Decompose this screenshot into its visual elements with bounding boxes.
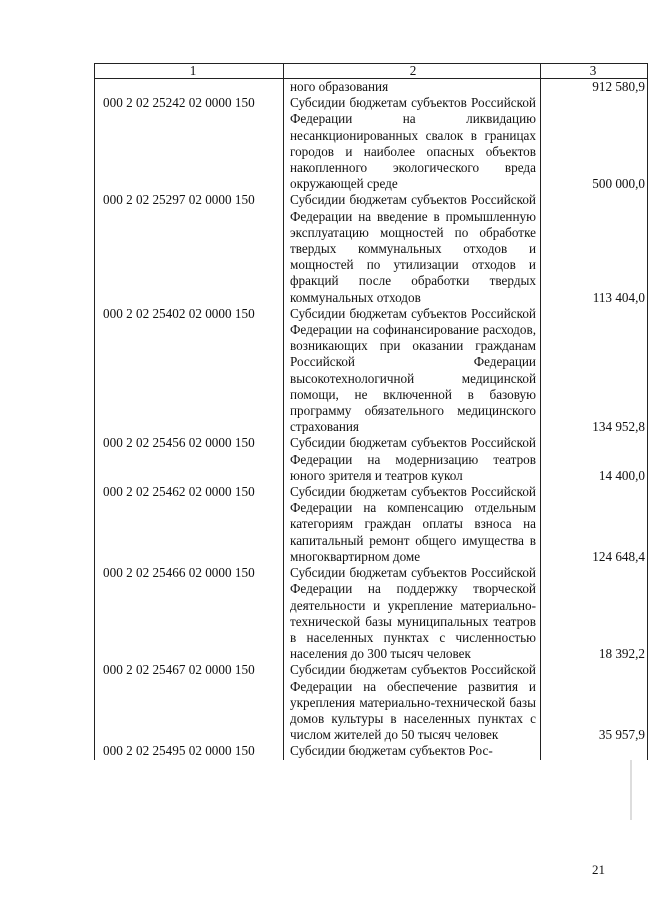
row-code: 000 2 02 25402 02 0000 150 xyxy=(95,306,284,436)
row-amount: 35 957,9 xyxy=(541,662,648,743)
row-text: Субсидии бюджетам субъектов Российской Федерации на софинансирование расходов, возникающих при оказании гражданам Российской Федерации высокотехнологичной медицинской помощи, не включенной в базовую программу обязательного медицинского страхования xyxy=(284,306,541,436)
table-row xyxy=(95,743,648,759)
row-code: 000 2 02 25466 02 0000 150 xyxy=(95,565,284,662)
row-amount: 113 404,0 xyxy=(541,192,648,305)
row-amount: 500 000,0 xyxy=(541,95,648,192)
header-col-2: 2 xyxy=(284,64,541,79)
budget-table xyxy=(94,63,648,760)
row-text: Субсидии бюджетам субъектов Рос- xyxy=(284,743,541,759)
page-number: 21 xyxy=(592,862,605,877)
table-row xyxy=(95,306,648,436)
row-amount: 18 392,2 xyxy=(541,565,648,662)
row-text: Субсидии бюджетам субъектов Российской Федерации на компенсацию отдельным категориям граждан оплаты взноса на капитальный ремонт общего имущества в многоквартирном доме xyxy=(284,484,541,565)
row-code: 000 2 02 25495 02 0000 150 xyxy=(95,743,284,759)
header-col-1: 1 xyxy=(95,64,284,79)
table-row xyxy=(95,95,648,192)
row-amount: 134 952,8 xyxy=(541,306,648,436)
row-text: Субсидии бюджетам субъектов Российской Федерации на введение в промышленную эксплуатацию мощностей по обработке твердых коммунальных отходов и мощностей по утилизации отходов и фракций после обработки твердых коммунальных отходов xyxy=(284,192,541,305)
row-text: ного образования xyxy=(284,79,541,96)
row-text: Субсидии бюджетам субъектов Российской Федерации на модернизацию театров юного зрителя и театров кукол xyxy=(284,435,541,484)
row-code xyxy=(95,79,284,96)
row-code: 000 2 02 25467 02 0000 150 xyxy=(95,662,284,743)
row-code: 000 2 02 25462 02 0000 150 xyxy=(95,484,284,565)
row-code: 000 2 02 25297 02 0000 150 xyxy=(95,192,284,305)
table-header-row xyxy=(95,64,648,79)
row-amount: 14 400,0 xyxy=(541,435,648,484)
row-code: 000 2 02 25242 02 0000 150 xyxy=(95,95,284,192)
table-row xyxy=(95,192,648,305)
header-col-3: 3 xyxy=(541,64,648,79)
row-text: Субсидии бюджетам субъектов Российской Федерации на ликвидацию несанкционированных свалок в границах городов и наиболее опасных объектов накопленного экологического вреда окружающей среде xyxy=(284,95,541,192)
row-text: Субсидии бюджетам субъектов Российской Федерации на обеспечение развития и укрепления материально-технической базы домов культуры в населенных пунктах с числом жителей до 50 тысяч человек xyxy=(284,662,541,743)
row-text: Субсидии бюджетам субъектов Российской Федерации на поддержку творческой деятельности и укрепление материально-технической базы муниципальных театров в населенных пунктах с численностью населения до 300 тысяч человек xyxy=(284,565,541,662)
table-row xyxy=(95,435,648,484)
table-row xyxy=(95,565,648,662)
row-amount: 912 580,9 xyxy=(541,79,648,96)
table-row xyxy=(95,484,648,565)
table-row xyxy=(95,79,648,96)
row-amount: 124 648,4 xyxy=(541,484,648,565)
scan-margin-mark xyxy=(630,760,632,820)
row-code: 000 2 02 25456 02 0000 150 xyxy=(95,435,284,484)
table-row xyxy=(95,662,648,743)
row-amount xyxy=(541,743,648,759)
